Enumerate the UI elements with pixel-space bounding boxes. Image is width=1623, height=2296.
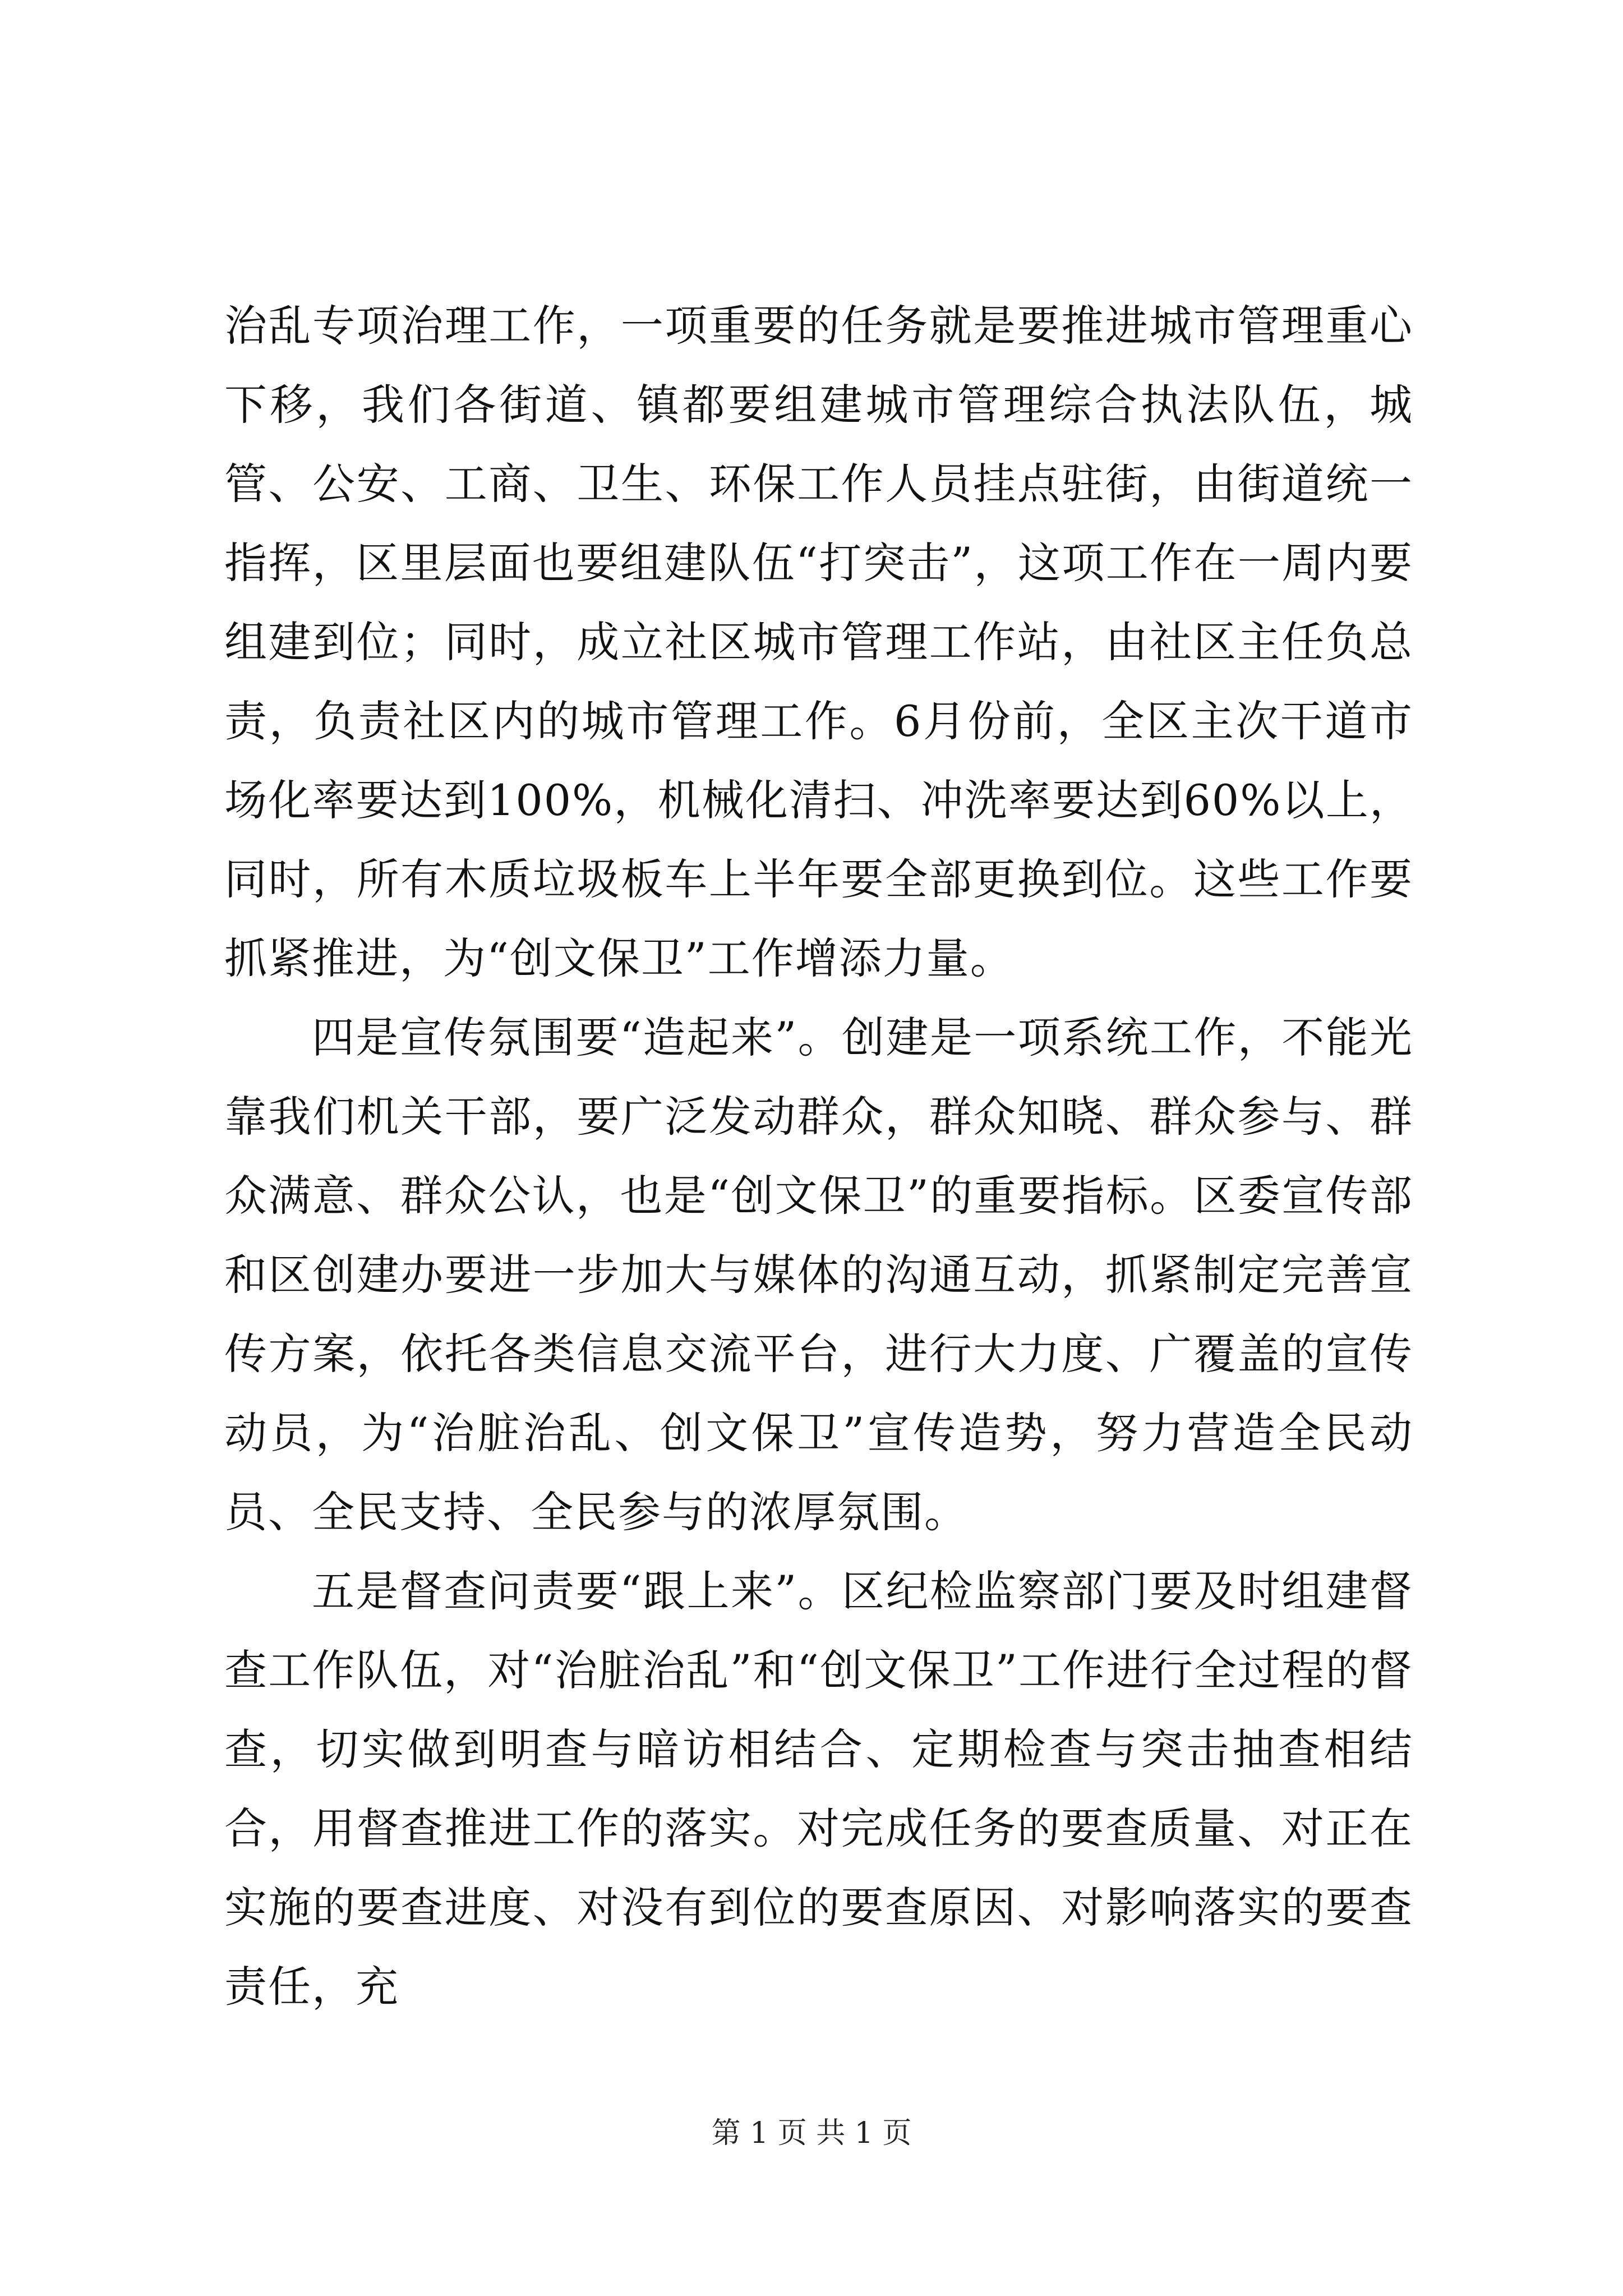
page-footer: 第 1 页 共 1 页 bbox=[711, 2116, 912, 2150]
paragraph-continuation: 治乱专项治理工作，一项重要的任务就是要推进城市管理重心下移，我们各街道、镇都要组建城市管理综合执法队伍，城管、公安、工商、卫生、环保工作人员挂点驻街，由街道统一指挥，区里层面也要组建队伍“打突击”，这项工作在一周内要组建到位；同时，成立社区城市管理工作站，由社区主任负总责，负责社区内的城市管理工作。6月份前，全区主次干道市场化率要达到100%，机械化清扫、冲洗率要达到60%以上，同时，所有木质垃圾板车上半年要全部更换到位。这些工作要抓紧推进，为“创文保卫”工作增添力量。 bbox=[224, 301, 1413, 983]
paragraph-publicity: 四是宣传氛围要“造起来”。创建是一项系统工作，不能光靠我们机关干部，要广泛发动群众，群众知晓、群众参与、群众满意、群众公认，也是“创文保卫”的重要指标。区委宣传部和区创建办要进一步加大与媒体的沟通互动，抓紧制定完善宣传方案，依托各类信息交流平台，进行大力度、广覆盖的宣传动员，为“治脏治乱、创文保卫”宣传造势，努力营造全民动员、全民支持、全民参与的浓厚氛围。 bbox=[224, 1013, 1413, 1537]
document-body bbox=[224, 286, 1413, 2026]
paragraph-supervision: 五是督查问责要“跟上来”。区纪检监察部门要及时组建督查工作队伍，对“治脏治乱”和“创文保卫”工作进行全过程的督查，切实做到明查与暗访相结合、定期检查与突击抽查相结合，用督查推进工作的落实。对完成任务的要查质量、对正在实施的要查进度、对没有到位的要查原因、对影响落实的要查责任，充 bbox=[224, 1566, 1413, 2012]
